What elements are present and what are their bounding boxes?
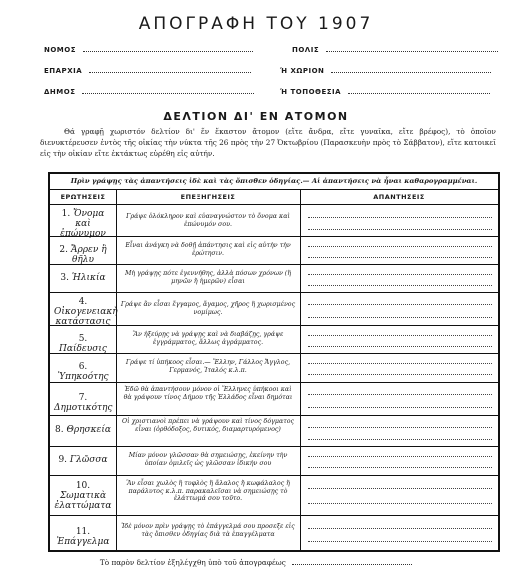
form-subtitle: ΔΕΛΤΙΟΝ ΔΙ' ΕΝ ΑΤΟΜΟΝ <box>163 110 349 123</box>
field-dimos-line[interactable] <box>82 87 254 94</box>
answer-line[interactable] <box>308 363 492 364</box>
field-nomos-label: ΝΟΜΟΣ <box>44 46 77 54</box>
question-label: 2. Ἄρρεν ἢ θῆλυ <box>59 245 107 265</box>
question-label: 9. Γλῶσσα <box>58 455 108 465</box>
answer-line[interactable] <box>308 427 492 428</box>
answer-line[interactable] <box>308 456 492 457</box>
explanation-text: Οἱ χριστιανοὶ πρέπει νὰ γράψουν καὶ τίνος δόγματος εἶναι (ὀρθόδοξος, δυτικός, διαμαρτυρόμενος) <box>121 418 295 433</box>
table-row <box>50 325 498 354</box>
table-row <box>50 264 498 293</box>
col-header-questions: ΕΡΩΤΗΣΕΙΣ <box>50 190 116 205</box>
field-polis-label: ΠΟΛΙΣ <box>292 46 320 54</box>
answer-line[interactable] <box>308 317 492 318</box>
footer-verification <box>0 557 512 567</box>
answer-line[interactable] <box>308 439 492 440</box>
col-header-answers: ΑΠΑΝΤΗΣΕΙΣ <box>300 190 498 205</box>
answer-line[interactable] <box>308 217 492 218</box>
explanation-text: Μὴ γράψῃς πότε ἐγεννήθης, ἀλλὰ πόσων χρόνων (ἢ μηνῶν ἢ ἡμερῶν) εἶσαι <box>124 270 292 285</box>
answer-line[interactable] <box>308 467 492 468</box>
field-chorion-line[interactable] <box>331 66 491 73</box>
answer-line[interactable] <box>308 285 492 286</box>
answer-line[interactable] <box>308 304 492 305</box>
question-label: 8. Θρησκεία <box>54 425 111 435</box>
census-table <box>48 172 500 552</box>
table-row <box>50 292 498 326</box>
explanation-text: Ἐδῶ θὰ ἀπαντήσουν μόνον οἱ Ἕλληνες ὑπήκοοι καὶ θὰ γράψουν τίνος Δήμου τῆς Ἑλλάδος εἶναι δημόται <box>123 386 293 401</box>
answer-line[interactable] <box>308 374 492 375</box>
question-label: 3. Ἡλικία <box>60 273 106 283</box>
field-dimos-label: ΔΗΜΟΣ <box>44 88 76 96</box>
answer-line[interactable] <box>308 335 492 336</box>
question-label: 6. Ὑπηκοότης <box>57 362 109 382</box>
field-polis <box>292 45 498 54</box>
footer-text: Τὸ παρὸν δελτίον ἐξηλέγχθη ὑπὸ τοῦ ἀπογραφέως <box>99 558 286 567</box>
question-label: 4. Οἰκογενειακὴ κατάστασις <box>54 297 118 327</box>
explanation-text: Γράψε τί ὑπήκοος εἶσαι.— Ἕλλην, Γάλλος Ἄγγλος, Γερμανός, Ἰταλός κ.λ.π. <box>125 359 291 374</box>
question-label: 11. Ἐπάγγελμα <box>56 527 110 547</box>
answer-line[interactable] <box>308 407 492 408</box>
col-header-explanations: ΕΠΕΞΗΓΗΣΕΙΣ <box>116 190 300 205</box>
field-dimos <box>44 87 254 96</box>
field-topothesia-line[interactable] <box>348 87 490 94</box>
field-polis-line[interactable] <box>326 45 498 52</box>
explanation-text: Ἂν εἶσαι χωλὸς ἢ τυφλὸς ἢ ἄλαλος ἢ κωφάλαλος ἢ παράλυτος κ.λ.π. παρακαλεῖσαι νὰ σημειώσῃς τὸ ἐλάττωμά σου τοῦτο. <box>126 480 290 503</box>
field-chorion <box>280 66 491 75</box>
question-label: 7. Δημοτικότης <box>54 393 113 413</box>
explanation-text: Γράψε ἂν εἶσαι ἔγγαμος, ἄγαμος, χῆρος ἢ χωρισμένος νομίμως. <box>120 301 296 316</box>
field-eparchia-label: ΕΠΑΡΧΙΑ <box>44 67 83 75</box>
table-row <box>50 515 498 550</box>
intro-paragraph: Θά γραφῇ χωριστόν δελτίον δι' ἕν ἕκαστον ἄτομον (εἴτε ἄνδρα, εἴτε γυναῖκα, εἴτε βρέφος), τὸ ὁποῖον διενυκτέρευσεν ἐντὸς τῆς οἰκίας τὴν νύκτα τῆς 26 πρὸς τὴν 27 Ὀκτωβρίου (Παρασκευὴν πρὸς τὸ Σάββατον), εἴτε κατοικεῖ εἰς τὴν οἰκίαν εἴτε ἐκτάκτως εὑρέθη εἰς αὐτήν. <box>40 127 496 158</box>
table-row <box>50 205 498 237</box>
answer-line[interactable] <box>308 541 492 542</box>
explanation-text: Γράψε ὁλόκληρον καὶ εὐαναγνώστον τὸ ὄνομα καὶ ἐπώνυμόν σου. <box>126 213 290 228</box>
answer-line[interactable] <box>308 246 492 247</box>
instructions-notice: Πρὶν γράψῃς τὰς ἀπαντήσεις ἰδὲ καὶ τὰς ὄπισθεν ὁδηγίας.— Αἱ ἀπαντήσεις νὰ ἦναι καθαρογραμμέναι. <box>50 174 498 190</box>
table-row <box>50 446 498 476</box>
explanation-text: Εἶναι ἀνάγκη νὰ δοθῇ ἀπάντησις καὶ εἰς αὐτὴν τὴν ἐρώτησιν. <box>125 242 291 257</box>
question-label: 1. Ὄνομα καὶ ἐπώνυμον <box>60 209 106 239</box>
answer-line[interactable] <box>308 274 492 275</box>
field-eparchia <box>44 66 251 75</box>
footer-signature-line[interactable] <box>292 557 412 565</box>
field-nomos <box>44 45 253 54</box>
field-chorion-label: Ή ΧΩΡΙΟΝ <box>280 67 325 75</box>
answer-line[interactable] <box>308 346 492 347</box>
table-row <box>50 475 498 516</box>
answer-line[interactable] <box>308 528 492 529</box>
answer-line[interactable] <box>308 503 492 504</box>
table-row <box>50 236 498 265</box>
table-body <box>50 205 498 550</box>
answer-line[interactable] <box>308 488 492 489</box>
table-row <box>50 382 498 416</box>
question-label: 5. Παίδευσις <box>59 334 107 354</box>
explanation-text: Ἰδὲ μόνον πρὶν γράψῃς τὸ ἐπάγγελμά σου προσεξε εἰς τὰς ὄπισθεν ὁδηγίας διὰ τὰ ἐπαγγέλματα <box>121 523 295 538</box>
table-row <box>50 415 498 447</box>
answer-line[interactable] <box>308 394 492 395</box>
answer-line[interactable] <box>308 257 492 258</box>
field-nomos-line[interactable] <box>83 45 253 52</box>
question-label: 10. Σωματικὰ ἐλαττώματα <box>54 481 112 511</box>
field-topothesia-label: Ή ΤΟΠΟΘΕΣΙΑ <box>280 88 342 96</box>
census-title: ΑΠΟΓΡΑΦΗ ΤΟΥ 1907 <box>138 14 374 34</box>
explanation-text: Μίαν μόνον γλῶσσαν θὰ σημειώσῃς, ἐκείνην τὴν ὁποίαν ὁμιλεῖς ὡς γλῶσσαν ἰδικήν σου <box>128 452 288 467</box>
answer-line[interactable] <box>308 229 492 230</box>
field-topothesia <box>280 87 490 96</box>
field-eparchia-line[interactable] <box>89 66 251 73</box>
table-row <box>50 353 498 383</box>
explanation-text: Ἂν ἠξεύρῃς νὰ γράψῃς καὶ νὰ διαβάζῃς, γράψε ἐγγράμματος, ἄλλως ἀγράμματος. <box>132 331 284 346</box>
